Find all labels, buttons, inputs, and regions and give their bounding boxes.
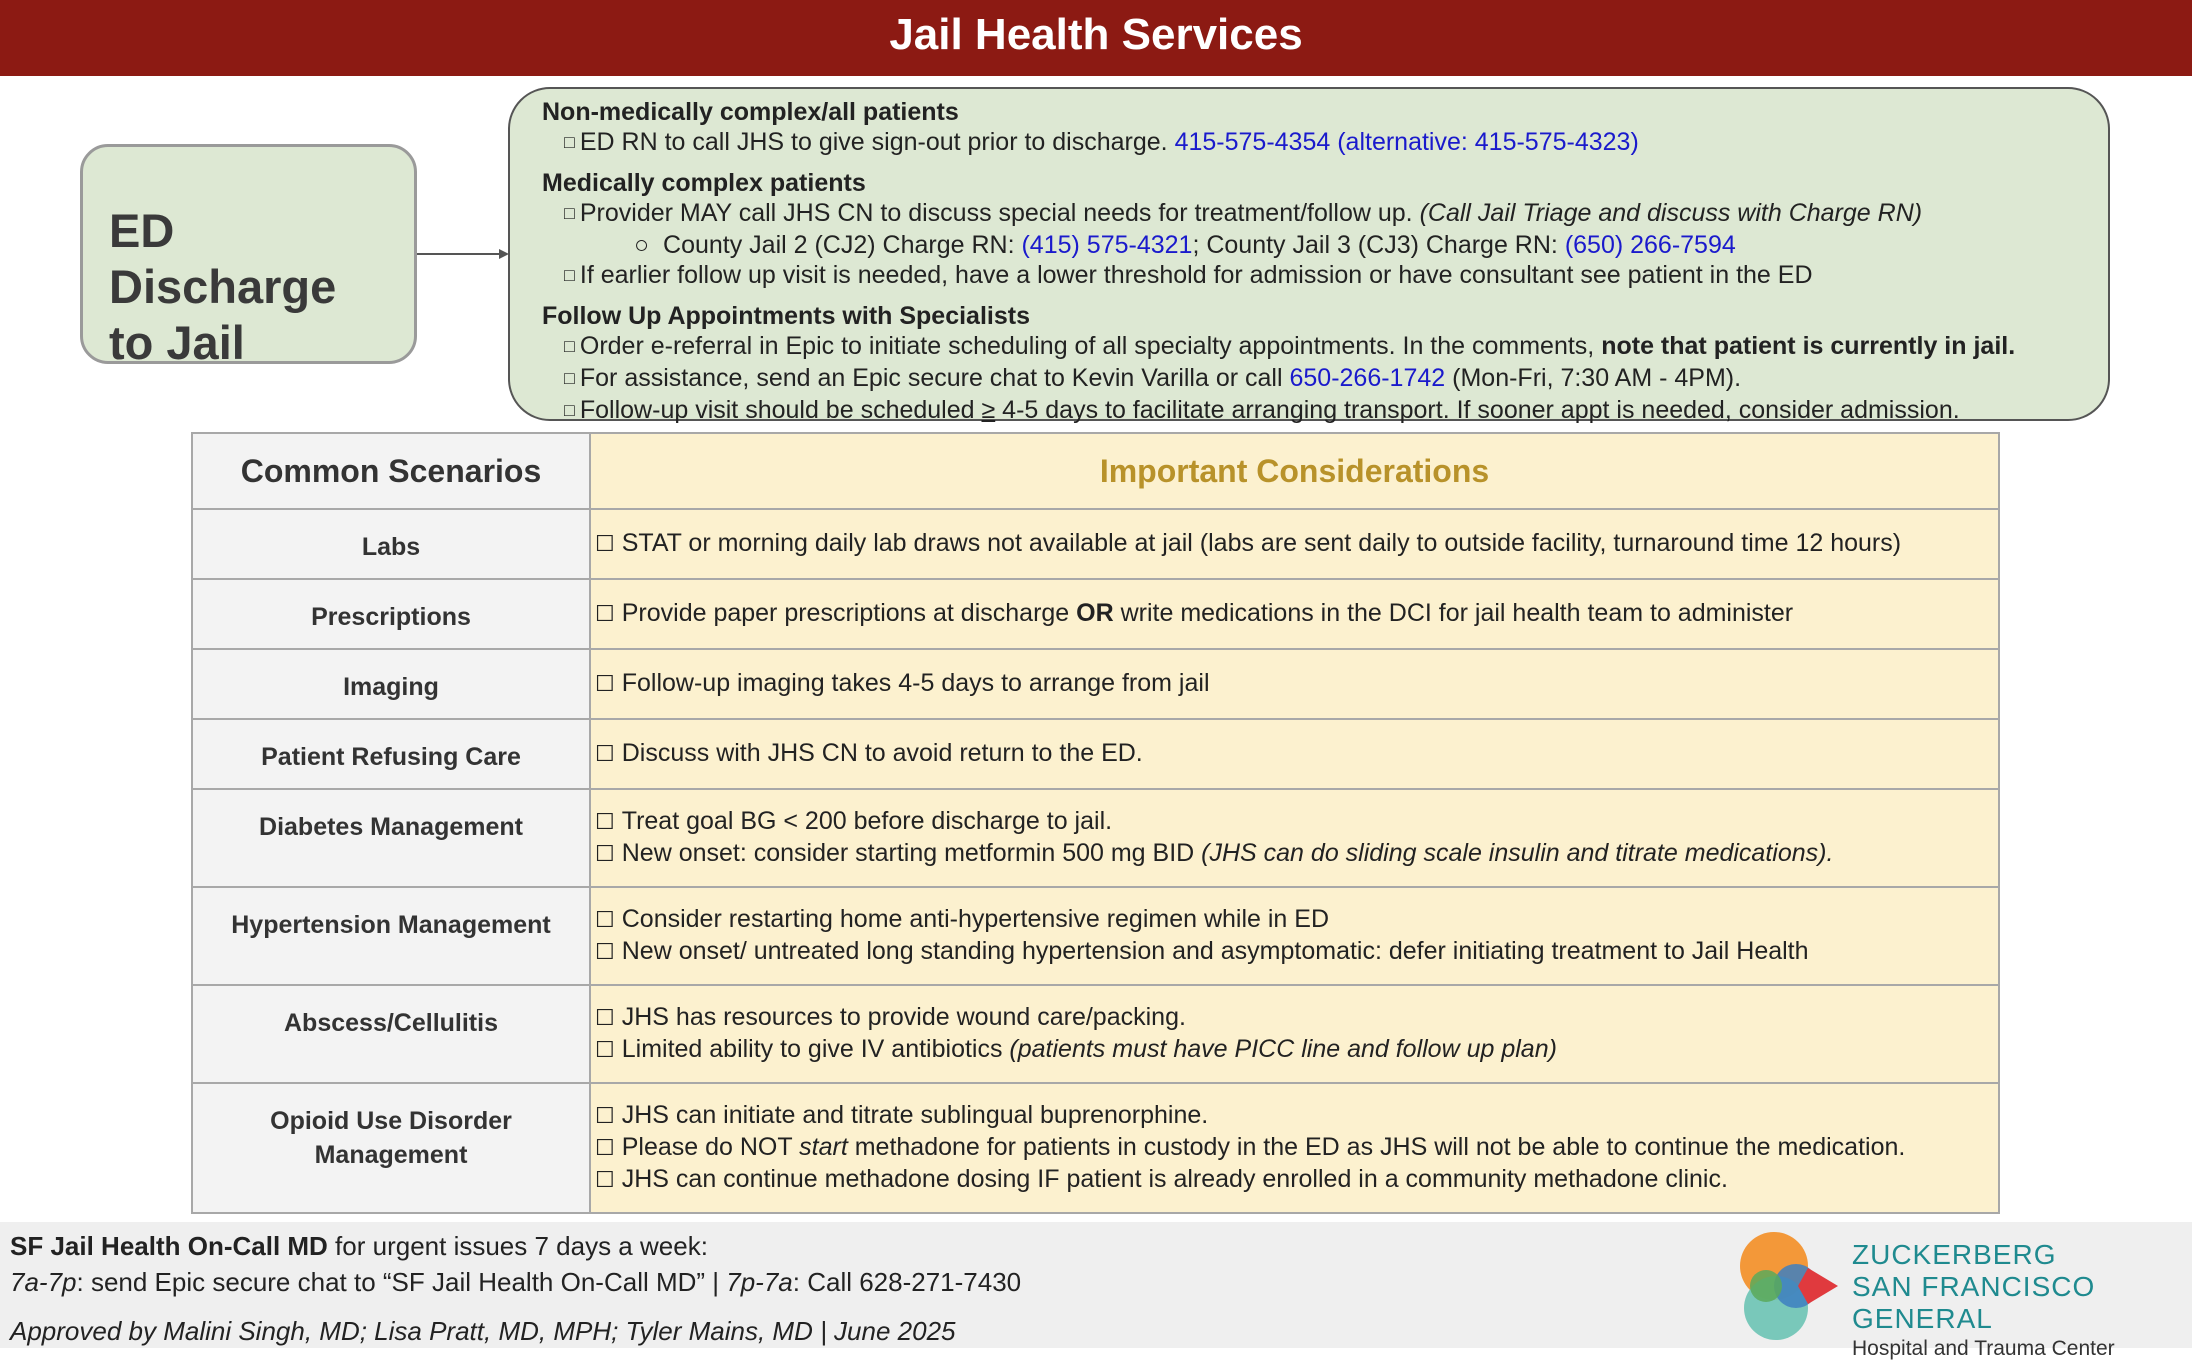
considerations-cell: ☐ JHS has resources to provide wound care/packing. ☐ Limited ability to give IV antibiotics (patients must have PICC line and follow up plan)	[590, 985, 1999, 1083]
table-row	[192, 719, 1999, 789]
page-header	[0, 0, 2192, 76]
bullet-box-icon: □	[564, 336, 575, 356]
bullet-box-icon: □	[564, 203, 575, 223]
table-row	[192, 509, 1999, 579]
oncall-line: SF Jail Health On-Call MD for urgent issues 7 days a week:	[10, 1231, 708, 1261]
table-row	[192, 1083, 1999, 1213]
ed-discharge-box	[80, 144, 417, 369]
header-important-considerations: Important Considerations	[590, 433, 1999, 509]
scenarios-table	[191, 432, 2000, 1214]
considerations-cell: ☐ Consider restarting home anti-hypertensive regimen while in ED ☐ New onset/ untreated long standing hypertension and asymptomatic: defer initiating treatment to Jail Health	[590, 887, 1999, 985]
cj2-phone-link[interactable]: (415) 575-4321	[1021, 231, 1193, 259]
scenario-cell: Labs	[192, 509, 590, 579]
scenario-cell: Patient Refusing Care	[192, 719, 590, 789]
considerations-cell: ☐ Provide paper prescriptions at discharge OR write medications in the DCI for jail health team to administer	[590, 579, 1999, 649]
sec1-item1: □ ED RN to call JHS to give sign-out prior to discharge. 415-575-4354 (alternative: 415-575-4323)	[564, 128, 1639, 156]
checkbox-icon: ☐	[595, 602, 615, 627]
checkbox-icon: ☐	[595, 1038, 615, 1063]
considerations-cell: ☐ STAT or morning daily lab draws not available at jail (labs are sent daily to outside facility, turnaround time 12 hours)	[590, 509, 1999, 579]
sec3-item2: □ For assistance, send an Epic secure chat to Kevin Varilla or call 650-266-1742 (Mon-Fri, 7:30 AM - 4PM).	[564, 364, 1742, 392]
scenario-cell: Diabetes Management	[192, 789, 590, 887]
scenario-cell: Imaging	[192, 649, 590, 719]
considerations-cell: ☐ Treat goal BG < 200 before discharge to jail. ☐ New onset: consider starting metformin 500 mg BID (JHS can do sliding scale insulin and titrate medications).	[590, 789, 1999, 887]
table-row	[192, 985, 1999, 1083]
checkbox-icon: ☐	[595, 1136, 615, 1161]
considerations-cell: ☐ Discuss with JHS CN to avoid return to the ED.	[590, 719, 1999, 789]
bullet-box-icon: □	[564, 132, 575, 152]
connector-arrow-line	[417, 253, 507, 255]
scenario-cell: Abscess/Cellulitis	[192, 985, 590, 1083]
table-row	[192, 789, 1999, 887]
scenario-cell: Prescriptions	[192, 579, 590, 649]
oncall-hours-line: 7a-7p: send Epic secure chat to “SF Jail Health On-Call MD” | 7p-7a: Call 628-271-7430	[10, 1267, 1022, 1297]
scenario-cell: Hypertension Management	[192, 887, 590, 985]
bullet-box-icon: □	[564, 368, 575, 388]
checkbox-icon: ☐	[595, 1104, 615, 1129]
page-footer	[0, 1222, 2192, 1360]
approved-by-line: Approved by Malini Singh, MD; Lisa Pratt, MD, MPH; Tyler Mains, MD | June 2025	[10, 1316, 956, 1346]
checkbox-icon: ☐	[595, 742, 615, 767]
considerations-cell: ☐ Follow-up imaging takes 4-5 days to arrange from jail	[590, 649, 1999, 719]
sec2-subitem: ○ County Jail 2 (CJ2) Charge RN: (415) 575-4321; County Jail 3 (CJ3) Charge RN: (650) 266-7594	[634, 231, 1736, 259]
sec3-title: Follow Up Appointments with Specialists	[542, 302, 1030, 330]
sec2-title: Medically complex patients	[542, 169, 866, 197]
cj3-phone-link[interactable]: (650) 266-7594	[1564, 231, 1736, 259]
info-panel	[508, 87, 2110, 424]
sec1-title: Non-medically complex/all patients	[542, 98, 959, 126]
sec2-item1: □ Provider MAY call JHS CN to discuss special needs for treatment/follow up. (Call Jail Triage and discuss with Charge RN)	[564, 199, 1923, 227]
checkbox-icon: ☐	[595, 1006, 615, 1031]
checkbox-icon: ☐	[595, 1168, 615, 1193]
considerations-cell: ☐ JHS can initiate and titrate sublingual buprenorphine. ☐ Please do NOT start methadone for patients in custody in the ED as JHS will not be able to continue the medication. ☐ JHS can continue methadone dosing IF patient is already enrolled in a community methadone clinic.	[590, 1083, 1999, 1213]
zsfg-logo-text: ZUCKERBERG SAN FRANCISCO GENERAL Hospital and Trauma Center	[1852, 1239, 2115, 1360]
table-row	[192, 649, 1999, 719]
header-common-scenarios: Common Scenarios	[192, 433, 590, 509]
specialist-phone-link[interactable]: 650-266-1742	[1289, 364, 1446, 392]
circle-bullet-icon: ○	[634, 231, 650, 259]
bullet-box-icon: □	[564, 265, 575, 285]
jhs-phone-link[interactable]: 415-575-4354 (alternative: 415-575-4323)	[1174, 128, 1639, 156]
checkbox-icon: ☐	[595, 532, 615, 557]
ed-box-line1: ED Discharge	[109, 204, 337, 313]
checkbox-icon: ☐	[595, 810, 615, 835]
sec3-item3: □ Follow-up visit should be scheduled ≥ 4-5 days to facilitate arranging transport. If sooner appt is needed, consider admission.	[564, 396, 1960, 424]
page-title: Jail Health Services	[889, 10, 1303, 59]
checkbox-icon: ☐	[595, 672, 615, 697]
sec3-item1: □ Order e-referral in Epic to initiate scheduling of all specialty appointments. In the comments, note that patient is currently in jail.	[564, 332, 2016, 360]
table-row	[192, 579, 1999, 649]
table-header-row	[192, 433, 1999, 509]
checkbox-icon: ☐	[595, 940, 615, 965]
scenario-cell: Opioid Use Disorder Management	[192, 1083, 590, 1213]
ed-box-line2: to Jail	[109, 316, 245, 369]
table-row	[192, 887, 1999, 985]
sec2-item2: □ If earlier follow up visit is needed, have a lower threshold for admission or have consultant see patient in the ED	[564, 261, 1813, 289]
bullet-box-icon: □	[564, 400, 575, 420]
zsfg-logo-icon	[1738, 1230, 1842, 1342]
checkbox-icon: ☐	[595, 908, 615, 933]
checkbox-icon: ☐	[595, 842, 615, 867]
